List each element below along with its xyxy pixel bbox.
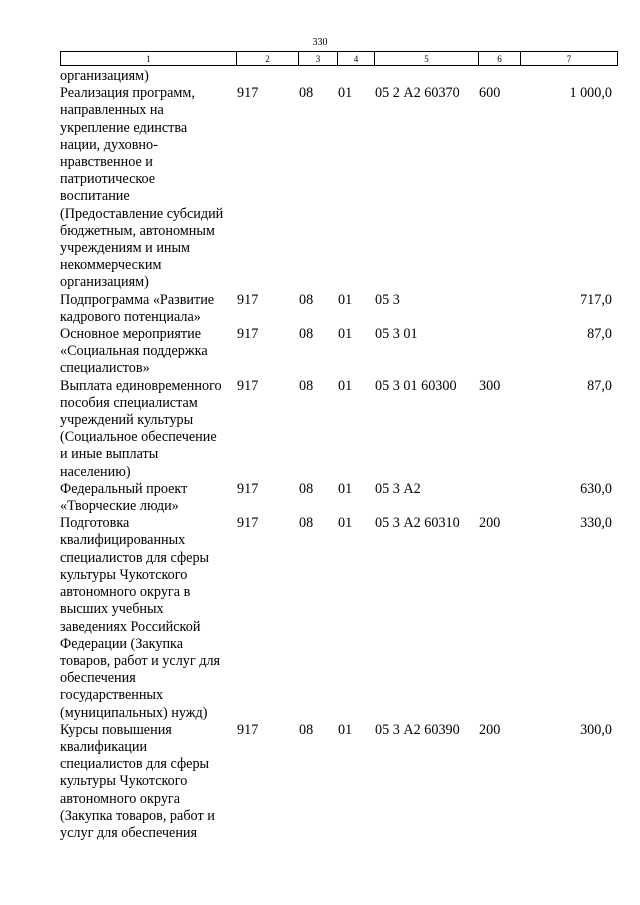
row-name-line: «Социальная поддержка xyxy=(60,343,208,360)
row-name-line: специалистов» xyxy=(60,360,150,377)
section-code: 08 xyxy=(299,291,314,308)
row-name-line: квалификации xyxy=(60,738,148,755)
column-header-5: 5 xyxy=(375,52,479,66)
row-name-line: Подпрограмма «Развитие xyxy=(60,291,215,308)
row-name-line: специалистов для сферы xyxy=(60,756,210,773)
section-code: 08 xyxy=(299,480,314,497)
column-number-header xyxy=(60,51,618,66)
row-name-line: товаров, работ и услуг для xyxy=(60,652,221,669)
target-article-code: 05 3 01 60300 xyxy=(375,377,457,394)
amount: 330,0 xyxy=(580,515,612,532)
target-article-code: 05 3 01 xyxy=(375,326,418,343)
amount: 630,0 xyxy=(580,480,612,497)
row-name-line: воспитание xyxy=(60,188,130,205)
column-header-7: 7 xyxy=(521,52,618,66)
table-row xyxy=(0,292,640,326)
row-name xyxy=(60,481,238,515)
page-number: 330 xyxy=(312,37,328,48)
expense-type-code: 600 xyxy=(479,85,501,102)
row-name-line: культуры Чукотского xyxy=(60,566,188,583)
amount: 87,0 xyxy=(587,326,612,343)
row-name-line: Реализация программ, xyxy=(60,85,195,102)
amount: 1 000,0 xyxy=(569,85,612,102)
row-name-line: (Социальное обеспечение xyxy=(60,429,217,446)
column-header-3: 3 xyxy=(299,52,338,66)
expense-type-code: 200 xyxy=(479,515,501,532)
row-name-line: Основное мероприятие xyxy=(60,326,201,343)
subsection-code: 01 xyxy=(338,721,353,738)
section-code: 08 xyxy=(299,326,314,343)
row-name-line: патриотическое xyxy=(60,171,156,188)
amount: 717,0 xyxy=(580,291,612,308)
column-header-2: 2 xyxy=(237,52,299,66)
section-code: 08 xyxy=(299,721,314,738)
row-name-line: нравственное и xyxy=(60,154,153,171)
subsection-code: 01 xyxy=(338,377,353,394)
section-code: 08 xyxy=(299,515,314,532)
row-name-line: обеспечения xyxy=(60,670,136,687)
table-row xyxy=(0,515,640,721)
expense-type-code: 300 xyxy=(479,377,501,394)
target-article-code: 05 3 А2 xyxy=(375,480,421,497)
row-name-line: Курсы повышения xyxy=(60,721,172,738)
section-code: 08 xyxy=(299,377,314,394)
row-name-line: специалистов для сферы xyxy=(60,549,210,566)
table-row xyxy=(0,378,640,481)
subsection-code: 01 xyxy=(338,85,353,102)
row-name-line: некоммерческим xyxy=(60,257,162,274)
table-row xyxy=(0,481,640,515)
row-name-line: направленных на xyxy=(60,102,164,119)
expense-type-code: 200 xyxy=(479,721,501,738)
row-name-line: учреждений культуры xyxy=(60,412,194,429)
target-article-code: 05 3 А2 60390 xyxy=(375,721,460,738)
row-name-line: культуры Чукотского xyxy=(60,773,188,790)
row-name-line: нации, духовно- xyxy=(60,136,158,153)
row-name-line: заведениях Российской xyxy=(60,618,201,635)
ministry-code: 917 xyxy=(237,515,259,532)
amount: 300,0 xyxy=(580,721,612,738)
ministry-code: 917 xyxy=(237,291,259,308)
row-name-line: (Предоставление субсидий xyxy=(60,205,224,222)
row-name-line: квалифицированных xyxy=(60,532,186,549)
subsection-code: 01 xyxy=(338,326,353,343)
row-name-line: населению) xyxy=(60,463,131,480)
table-row xyxy=(0,85,640,291)
section-code: 08 xyxy=(299,85,314,102)
target-article-code: 05 2 А2 60370 xyxy=(375,85,460,102)
row-name-line: автономного округа xyxy=(60,790,181,807)
ministry-code: 917 xyxy=(237,377,259,394)
row-name-line: государственных xyxy=(60,687,164,704)
row-name-line: (Закупка товаров, работ и xyxy=(60,807,215,824)
row-name-line: и иные выплаты xyxy=(60,446,159,463)
row-name xyxy=(60,515,238,721)
row-name-line: организациям) xyxy=(60,274,149,291)
row-name-line: учреждениям и иным xyxy=(60,240,191,257)
row-name-line: пособия специалистам xyxy=(60,394,198,411)
row-name xyxy=(60,326,238,378)
row-name-line: организациям) xyxy=(60,68,149,84)
row-name xyxy=(60,722,238,842)
target-article-code: 05 3 xyxy=(375,291,400,308)
table-row xyxy=(0,68,640,85)
column-header-6: 6 xyxy=(479,52,521,66)
table-row xyxy=(0,722,640,842)
ministry-code: 917 xyxy=(237,85,259,102)
subsection-code: 01 xyxy=(338,515,353,532)
subsection-code: 01 xyxy=(338,480,353,497)
budget-table-body xyxy=(0,68,640,842)
row-name-line: автономного округа в xyxy=(60,584,191,601)
row-name-line: Выплата единовременного xyxy=(60,377,222,394)
ministry-code: 917 xyxy=(237,721,259,738)
row-name-line: Федерации (Закупка xyxy=(60,635,184,652)
table-row xyxy=(0,326,640,378)
column-header-1: 1 xyxy=(61,52,237,66)
row-name-line: Федеральный проект xyxy=(60,480,188,497)
row-name xyxy=(60,68,238,85)
row-name-line: Подготовка xyxy=(60,515,130,532)
amount: 87,0 xyxy=(587,377,612,394)
row-name xyxy=(60,292,238,326)
row-name-line: услуг для обеспечения xyxy=(60,824,198,841)
ministry-code: 917 xyxy=(237,480,259,497)
row-name-line: укрепление единства xyxy=(60,119,188,136)
row-name-line: кадрового потенциала» xyxy=(60,308,201,325)
column-header-4: 4 xyxy=(338,52,375,66)
row-name-line: высших учебных xyxy=(60,601,164,618)
row-name-line: (муниципальных) нужд) xyxy=(60,704,208,721)
row-name-line: бюджетным, автономным xyxy=(60,222,215,239)
subsection-code: 01 xyxy=(338,291,353,308)
row-name-line: «Творческие люди» xyxy=(60,498,179,515)
ministry-code: 917 xyxy=(237,326,259,343)
row-name xyxy=(60,85,238,291)
row-name xyxy=(60,378,238,481)
target-article-code: 05 3 А2 60310 xyxy=(375,515,460,532)
